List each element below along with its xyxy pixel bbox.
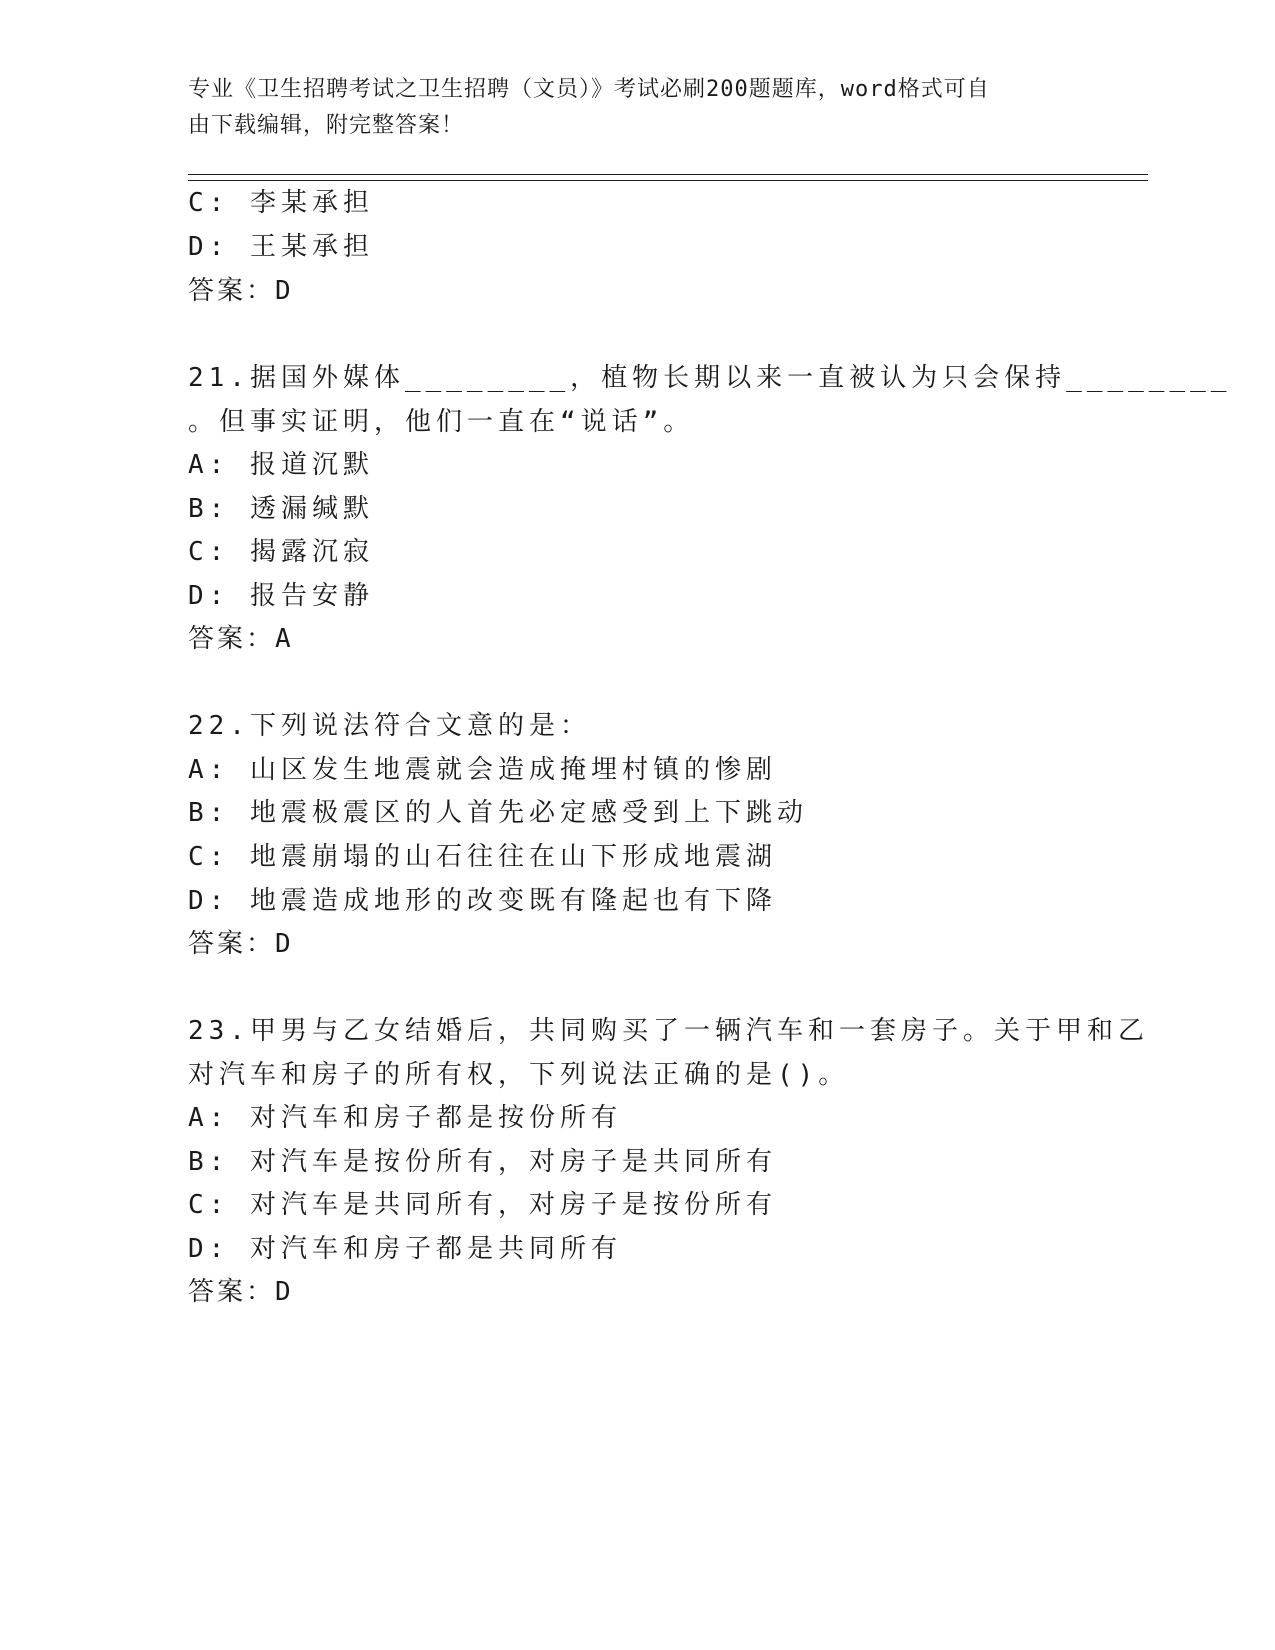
option-label: C: — [188, 842, 230, 872]
answer-line: 答案：A — [188, 624, 294, 654]
option-text: 地震极震区的人首先必定感受到上下跳动 — [249, 798, 808, 828]
option-text: 对汽车是按份所有，对房子是共同所有 — [249, 1147, 777, 1177]
option-text: 对汽车和房子都是按份所有 — [249, 1103, 622, 1133]
option-a — [188, 448, 374, 482]
option-label: C: — [188, 1190, 230, 1220]
answer-line: 答案：D — [188, 276, 294, 306]
option-label: D: — [188, 886, 230, 916]
option-text: 地震崩塌的山石往往在山下形成地震湖 — [249, 842, 777, 872]
question-21-stem: 21.据国外媒体________，植物长期以来一直被认为只会保持________ — [188, 363, 1232, 393]
option-b — [188, 492, 374, 526]
option-label: C: — [188, 188, 230, 218]
option-label: A: — [188, 755, 230, 785]
option-label: D: — [188, 1234, 230, 1264]
question-22-stem: 22.下列说法符合文意的是： — [188, 711, 591, 741]
option-text: 地震造成地形的改变既有隆起也有下降 — [249, 886, 777, 916]
header-rule-bottom — [188, 180, 1148, 181]
option-label: B: — [188, 494, 230, 524]
option-text: 报道沉默 — [249, 450, 374, 480]
option-label: C: — [188, 537, 230, 567]
header-line-2: 由下载编辑，附完整答案！ — [188, 113, 465, 138]
option-d — [188, 579, 374, 613]
question-23-stem-cont: 对汽车和房子的所有权，下列说法正确的是()。 — [188, 1060, 850, 1090]
option-c — [188, 186, 374, 220]
option-text: 报告安静 — [249, 581, 374, 611]
option-c — [188, 840, 777, 874]
option-d — [188, 884, 777, 918]
header-rule-top — [188, 174, 1148, 175]
option-text: 王某承担 — [249, 232, 374, 262]
option-label: B: — [188, 798, 230, 828]
option-c — [188, 1188, 777, 1222]
option-label: D: — [188, 581, 230, 611]
option-label: A: — [188, 450, 230, 480]
answer-line: 答案：D — [188, 1277, 294, 1307]
option-label: D: — [188, 232, 230, 262]
question-23-stem: 23.甲男与乙女结婚后，共同购买了一辆汽车和一套房子。关于甲和乙 — [188, 1016, 1149, 1046]
option-text: 揭露沉寂 — [249, 537, 374, 567]
option-b — [188, 796, 808, 830]
answer-line: 答案：D — [188, 929, 294, 959]
option-c — [188, 535, 374, 569]
header-line-1: 专业《卫生招聘考试之卫生招聘（文员）》考试必刷200题题库，word格式可自 — [188, 77, 990, 102]
option-label: B: — [188, 1147, 230, 1177]
option-a — [188, 753, 777, 787]
header-note — [188, 72, 1068, 144]
question-21-stem-cont: 。但事实证明，他们一直在“说话”。 — [188, 407, 695, 437]
option-text: 透漏缄默 — [249, 494, 374, 524]
option-d — [188, 1232, 622, 1266]
option-text: 李某承担 — [249, 188, 374, 218]
option-b — [188, 1145, 777, 1179]
option-text: 山区发生地震就会造成掩埋村镇的惨剧 — [249, 755, 777, 785]
option-d — [188, 230, 374, 264]
option-a — [188, 1101, 622, 1135]
option-label: A: — [188, 1103, 230, 1133]
option-text: 对汽车是共同所有，对房子是按份所有 — [249, 1190, 777, 1220]
option-text: 对汽车和房子都是共同所有 — [249, 1234, 622, 1264]
